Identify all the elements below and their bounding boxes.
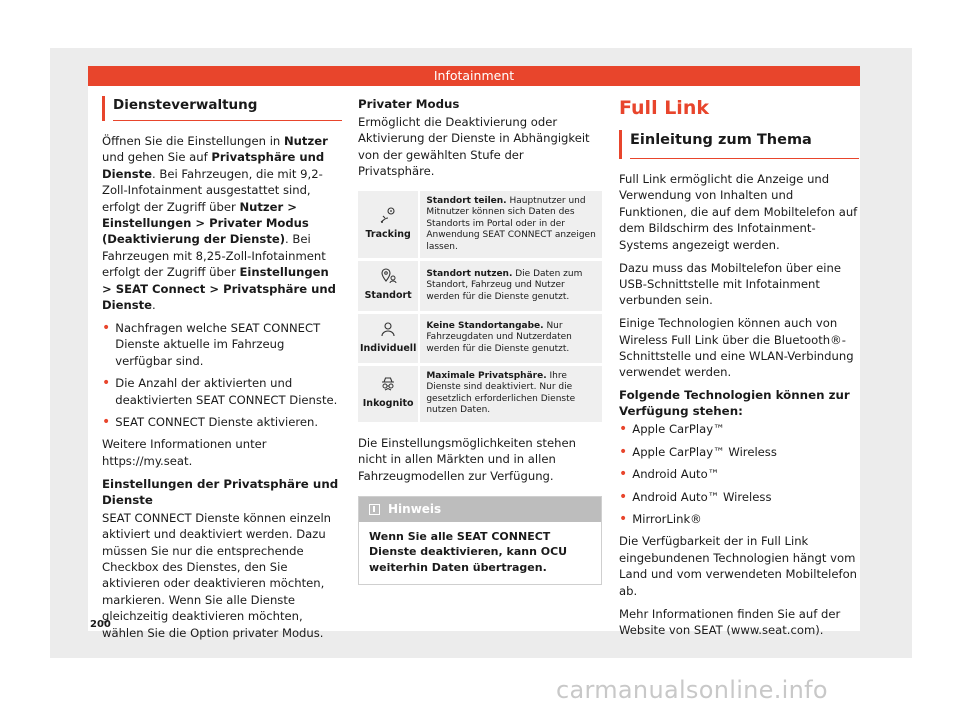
description-bold: Keine Standortangabe. [426, 320, 544, 331]
list-item-text: Android Auto™ [632, 467, 720, 482]
paragraph-availability: Die Einstellungsmöglichkeiten stehen nicht in allen Märkten und in allen Fahrzeugmodellen zur Verfügung. [358, 435, 576, 483]
list-item [619, 444, 859, 460]
list-item-text: Android Auto™ Wireless [632, 489, 772, 504]
more-info-text: Weitere Informationen unter https://my.seat. [102, 437, 267, 468]
table-row [358, 191, 602, 259]
table-cell-icon [358, 366, 418, 422]
bullet-dot: • [619, 466, 628, 483]
description-bold: Standort teilen. [426, 195, 507, 206]
description-text: Ihre Dienste sind deaktiviert. Nur die gesetzlich erforderlichen Dienste nutzen Daten. [426, 370, 576, 416]
list-item [102, 320, 342, 369]
text-run: und gehen Sie auf [102, 150, 212, 165]
bullet-dot: • [102, 319, 111, 336]
incognito-icon [379, 375, 397, 393]
heading-einleitung: Einleitung zum Thema [630, 130, 859, 159]
privacy-level-label: Standort [364, 290, 412, 302]
note-body: Wenn Sie alle SEAT CONNECT Dienste deaktivieren, kann OCU weiterhin Daten übertragen. [369, 529, 568, 574]
list-item-text: Die Anzahl der aktivierten und deaktivierten SEAT CONNECT Dienste. [115, 376, 338, 407]
paragraph-wireless: Einige Technologien können auch von Wireless Full Link über die Bluetooth®-Schnittstelle und eine WLAN-Verbindung verwendet werden. [619, 316, 854, 380]
privacy-levels-table [358, 188, 602, 425]
table-row [358, 261, 602, 310]
text-run: . Bei Fahrzeugen mit 8,25-Zoll-Infotainment erfolgt der Zugriff über [102, 232, 326, 280]
column-full-link [619, 96, 859, 645]
list-item-text: Apple CarPlay™ [632, 422, 725, 437]
description-text: Hauptnutzer und Mitnutzer können sich Daten des Standorts im Portal oder in der Anwendung SEAT CONNECT anzeigen lassen. [426, 195, 596, 252]
paragraph-full-link-intro: Full Link ermöglicht die Anzeige und Verwendung von Inhalten und Funktionen, die auf dem Mobiltelefon auf dem Bildschirm des Infotainment-Systems angezeigt werden. [619, 172, 858, 252]
privacy-level-label: Tracking [365, 228, 411, 240]
list-item-text: SEAT CONNECT Dienste aktivieren. [115, 415, 319, 429]
table-cell-icon [358, 261, 418, 310]
person-icon [379, 320, 397, 338]
bullet-dot: • [102, 375, 111, 392]
description-bold: Maximale Privatsphäre. [426, 370, 547, 381]
column-privater-modus [358, 96, 602, 585]
info-icon [369, 504, 380, 515]
table-cell-description [418, 314, 602, 363]
list-item-text: MirrorLink® [632, 512, 702, 526]
section-heading [619, 130, 859, 159]
paragraph-access-settings [102, 133, 342, 313]
bold-run: Privatsphäre und Dienste [102, 150, 325, 181]
hinweis-note-box [358, 496, 602, 585]
column-diensteverwaltung [102, 96, 342, 647]
table-row [358, 314, 602, 363]
paragraph-privacy-settings: SEAT CONNECT Dienste können einzeln aktiviert und deaktiviert werden. Dazu müssen Sie nur die entsprechende Checkbox des Dienstes, den Sie aktivieren oder deaktivieren möchten, markieren. Wenn Sie alle Dienste gleichzeitig deaktivieren möchten, wählen Sie die Option privater Modus. [102, 510, 332, 640]
list-item [102, 414, 342, 430]
bullet-dot: • [619, 443, 628, 460]
list-item [619, 511, 859, 527]
section-heading [102, 96, 342, 121]
heading-privater-modus: Privater Modus [358, 97, 460, 111]
bullet-dot: • [619, 421, 628, 438]
text-run: Öffnen Sie die Einstellungen in [102, 134, 284, 148]
list-item [619, 421, 859, 437]
bullet-dot: • [102, 414, 111, 430]
page-number: 200 [90, 619, 111, 630]
location-icon [379, 267, 397, 285]
privacy-level-label: Inkognito [362, 398, 414, 410]
text-run: . [152, 298, 156, 313]
bold-run: Nutzer [283, 134, 328, 148]
list-item-text: Nachfragen welche SEAT CONNECT Dienste aktuelle im Fahrzeug verfügbar sind. [115, 320, 321, 368]
table-cell-description [418, 191, 602, 259]
table-cell-icon [358, 191, 418, 259]
list-item-text: Apple CarPlay™ Wireless [632, 444, 777, 459]
paragraph-usb: Dazu muss das Mobiltelefon über eine USB-Schnittstelle mit Infotainment verbunden sein. [619, 260, 842, 308]
description-bold: Standort nutzen. [426, 268, 513, 279]
note-header [359, 497, 601, 521]
description-text: Die Daten zum Standort, Fahrzeug und Nutzer werden für die Dienste genutzt. [426, 268, 583, 302]
table-cell-description [418, 261, 602, 310]
bold-run: Einstellungen > SEAT Connect > Privatsphäre und Dienste [102, 265, 336, 313]
tracking-icon [379, 206, 397, 224]
subheading-privacy-settings: Einstellungen der Privatsphäre und Dienste [102, 476, 339, 507]
bullet-dot: • [619, 511, 628, 527]
table-cell-description [418, 366, 602, 422]
privacy-level-label: Individuell [360, 342, 417, 354]
list-item [619, 489, 859, 505]
paragraph-availability-full-link: Die Verfügbarkeit der in Full Link eingebundenen Technologien hängt vom Land und vom verwendeten Mobiltelefon ab. [619, 534, 858, 598]
bold-run: Nutzer > Einstellungen > Privater Modus (Deaktivierung der Dienste) [102, 199, 309, 247]
chapter-title-full-link: Full Link [619, 97, 709, 119]
accent-bar [102, 96, 105, 121]
bullet-dot: • [619, 488, 628, 505]
list-item [102, 375, 342, 408]
table-cell-icon [358, 314, 418, 363]
list-item [619, 466, 859, 482]
paragraph-privater-modus: Ermöglicht die Deaktivierung oder Aktivierung der Dienste in Abhängigkeit von der gewählten Stufe der Privatsphäre. [358, 115, 590, 179]
note-title: Hinweis [388, 502, 442, 517]
paragraph-more-info: Mehr Informationen finden Sie auf der Website von SEAT (www.seat.com). [619, 606, 841, 637]
description-text: Nur Fahrzeugdaten und Nutzerdaten werden für die Dienste genutzt. [426, 320, 572, 354]
table-row [358, 366, 602, 422]
chapter-header: Infotainment [88, 66, 860, 86]
accent-bar [619, 130, 622, 159]
subheading-technologies: Folgende Technologien können zur Verfügung stehen: [619, 388, 850, 419]
watermark: carmanualsonline.info [556, 676, 828, 704]
heading-diensteverwaltung: Diensteverwaltung [113, 96, 342, 121]
text-run: . Bei Fahrzeugen, die mit 9,2-Zoll-Infotainment ausgestattet sind, erfolgt der Zugriff über [102, 166, 323, 214]
